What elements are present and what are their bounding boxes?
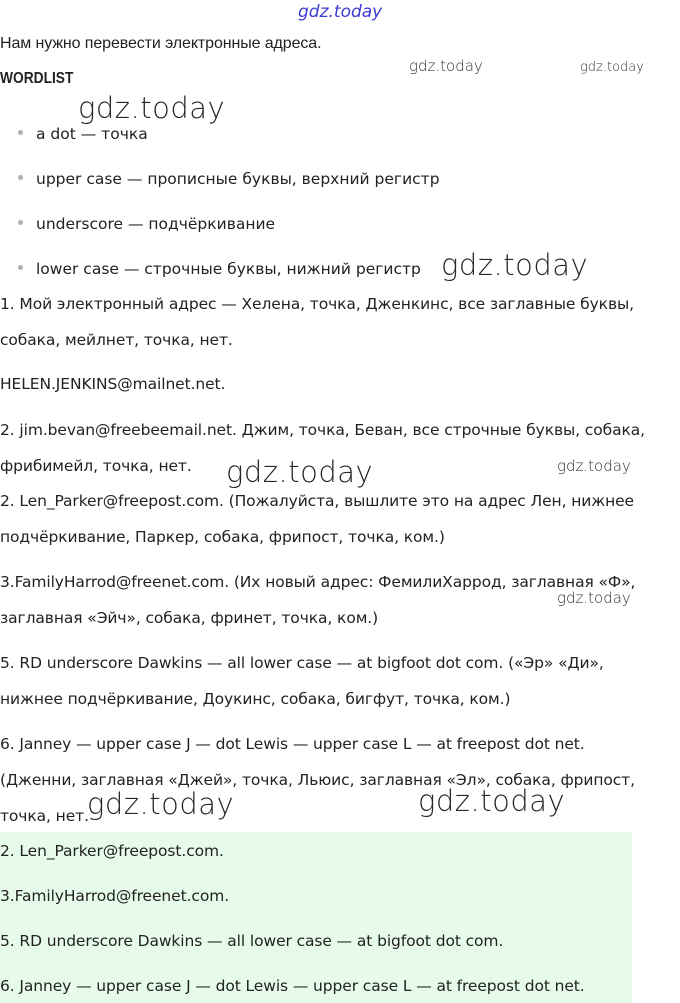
text-line: 2. jim.bevan@freebeemail.net. Джим, точка, Беван, все строчные буквы, собака, [0, 421, 645, 439]
watermark: gdz.today [298, 2, 383, 22]
watermark: gdz.today [87, 787, 235, 821]
text-line: 6. Janney — upper case J — dot Lewis — upper case L — at freepost dot net. [0, 735, 585, 753]
watermark: gdz.today [226, 455, 374, 489]
watermark: gdz.today [418, 784, 566, 818]
text-line: 3.FamilyHarrod@freenet.com. (Их новый адрес: ФемилиХаррод, заглавная «Ф», [0, 573, 636, 591]
wordlist-item: lower case — строчные буквы, нижний регистр [18, 258, 421, 280]
wordlist-item: a dot — точка [18, 123, 148, 145]
text-line: фрибимейл, точка, нет. [0, 457, 192, 475]
bullet-icon [18, 265, 23, 270]
text-line: подчёркивание, Паркер, собака, фрипост, точка, ком.) [0, 528, 445, 546]
answer-line: 3.FamilyHarrod@freenet.com. [0, 887, 230, 905]
bullet-icon [18, 220, 23, 225]
intro-text: Нам нужно перевести электронные адреса. [0, 35, 322, 52]
wordlist-heading: WORDLIST [0, 70, 74, 87]
watermark: gdz.today [580, 60, 644, 75]
answer-line: 5. RD underscore Dawkins — all lower case — at bigfoot dot com. [0, 932, 504, 950]
text-line: HELEN.JENKINS@mailnet.net. [0, 375, 226, 393]
text-line: собака, мейлнет, точка, нет. [0, 331, 233, 349]
bullet-icon [18, 130, 23, 135]
text-line: точка, нет. [0, 807, 89, 825]
wordlist-item: underscore — подчёркивание [18, 213, 275, 235]
text-line: нижнее подчёркивание, Доукинс, собака, бигфут, точка, ком.) [0, 690, 511, 708]
text-line: 1. Мой электронный адрес — Хелена, точка, Дженкинс, все заглавные буквы, [0, 295, 634, 313]
wordlist-item: upper case — прописные буквы, верхний регистр [18, 168, 440, 190]
watermark: gdz.today [409, 57, 483, 75]
text-line: 2. Len_Parker@freepost.com. (Пожалуйста, вышлите это на адрес Лен, нижнее [0, 492, 634, 510]
watermark: gdz.today [557, 589, 631, 607]
answer-line: 6. Janney — upper case J — dot Lewis — upper case L — at freepost dot net. [0, 977, 585, 995]
text-line: заглавная «Эйч», собака, фринет, точка, ком.) [0, 609, 379, 627]
watermark: gdz.today [441, 248, 589, 282]
text-line: (Дженни, заглавная «Джей», точка, Льюис, заглавная «Эл», собака, фрипост, [0, 771, 635, 789]
bullet-icon [18, 175, 23, 180]
answer-line: 2. Len_Parker@freepost.com. [0, 842, 224, 860]
watermark: gdz.today [78, 91, 226, 125]
text-line: 5. RD underscore Dawkins — all lower case — at bigfoot dot com. («Эр» «Ди», [0, 654, 604, 672]
watermark: gdz.today [557, 457, 631, 475]
